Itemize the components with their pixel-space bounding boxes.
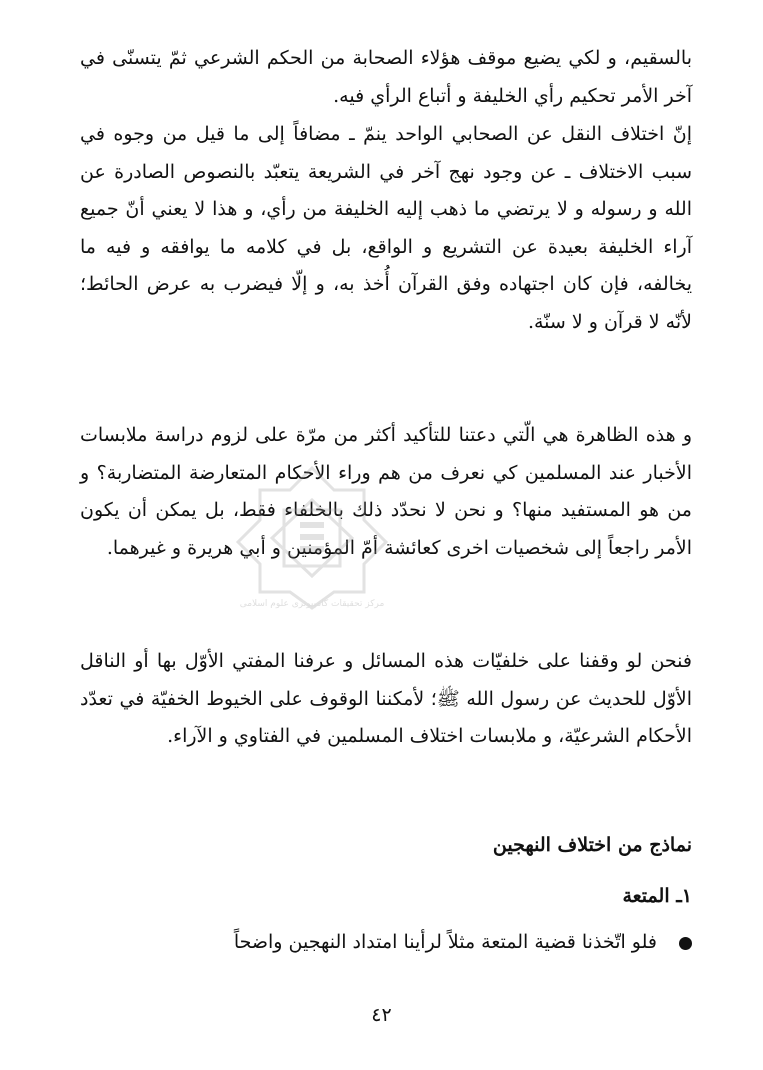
paragraph-4: [80, 643, 692, 756]
section-heading: نماذج من اختلاف النهجين: [492, 834, 692, 856]
paragraph-1: [80, 40, 692, 115]
bullet-item: [80, 924, 692, 961]
paragraph-4-text: فنحن لو وقفنا على خلفيّات هذه المسائل و عرفنا المفتي الأوّل بها أو الناقل الأوّل للحديث عن رسول الله ﷺ؛ لأمكننا الوقوف على الخيوط الخفيّة في تعدّد الأحكام الشرعيّة، و ملابسات اختلاف المسلمين في الفتاوي و الآراء.: [80, 650, 692, 747]
subsection-heading: ١ـ المتعة: [622, 885, 692, 907]
bullet-dot-icon: [679, 937, 692, 950]
paragraph-3-text: و هذه الظاهرة هي الّتي دعتنا للتأكيد أكثر من مرّة على لزوم دراسة ملابسات الأخبار عند المسلمين كي نعرف من هم وراء الأحكام المتعارضة المتضاربة؟ و من هو المستفيد منها؟ و نحن لا نحدّد ذلك بالخلفاء فقط، بل يمكن أن يكون الأمر راجعاً إلى شخصيات اخرى كعائشة أمّ المؤمنين و أبي هريرة و غيرهما.: [80, 424, 692, 559]
page-number: ٤٢: [371, 1004, 392, 1026]
watermark-text: مرکز تحقیقات کامپیوتری علوم اسلامی: [239, 599, 385, 609]
bullet-item-text: فلو اتّخذنا قضية المتعة مثلاً لرأينا امتداد النهجين واضحاً: [233, 931, 657, 953]
paragraph-2-text: إنّ اختلاف النقل عن الصحابي الواحد ينمّ ـ مضافاً إلى ما قيل من وجوه في سبب الاختلاف ـ عن وجود نهج آخر في الشريعة يتعبّد بالنصوص الصادرة عن الله و رسوله و لا يرتضي ما ذهب إليه الخليفة من رأي، و هذا لا يعني أنّ جميع آراء الخليفة بعيدة عن التشريع و الواقع، بل في كلامه ما يوافقه و فيه ما يخالفه، فإن كان اجتهاده وفق القرآن أُخذ به، و إلّا فيضرب به عرض الحائط؛ لأنّه لا قرآن و لا سنّة.: [80, 123, 692, 333]
paragraph-2: [80, 116, 692, 341]
paragraph-1-text: بالسقيم، و لكي يضيع موقف هؤلاء الصحابة من الحكم الشرعي ثمّ يتسنّى في آخر الأمر تحكيم رأي الخليفة و أتباع الرأي فيه.: [80, 47, 692, 107]
paragraph-3: [80, 417, 692, 567]
